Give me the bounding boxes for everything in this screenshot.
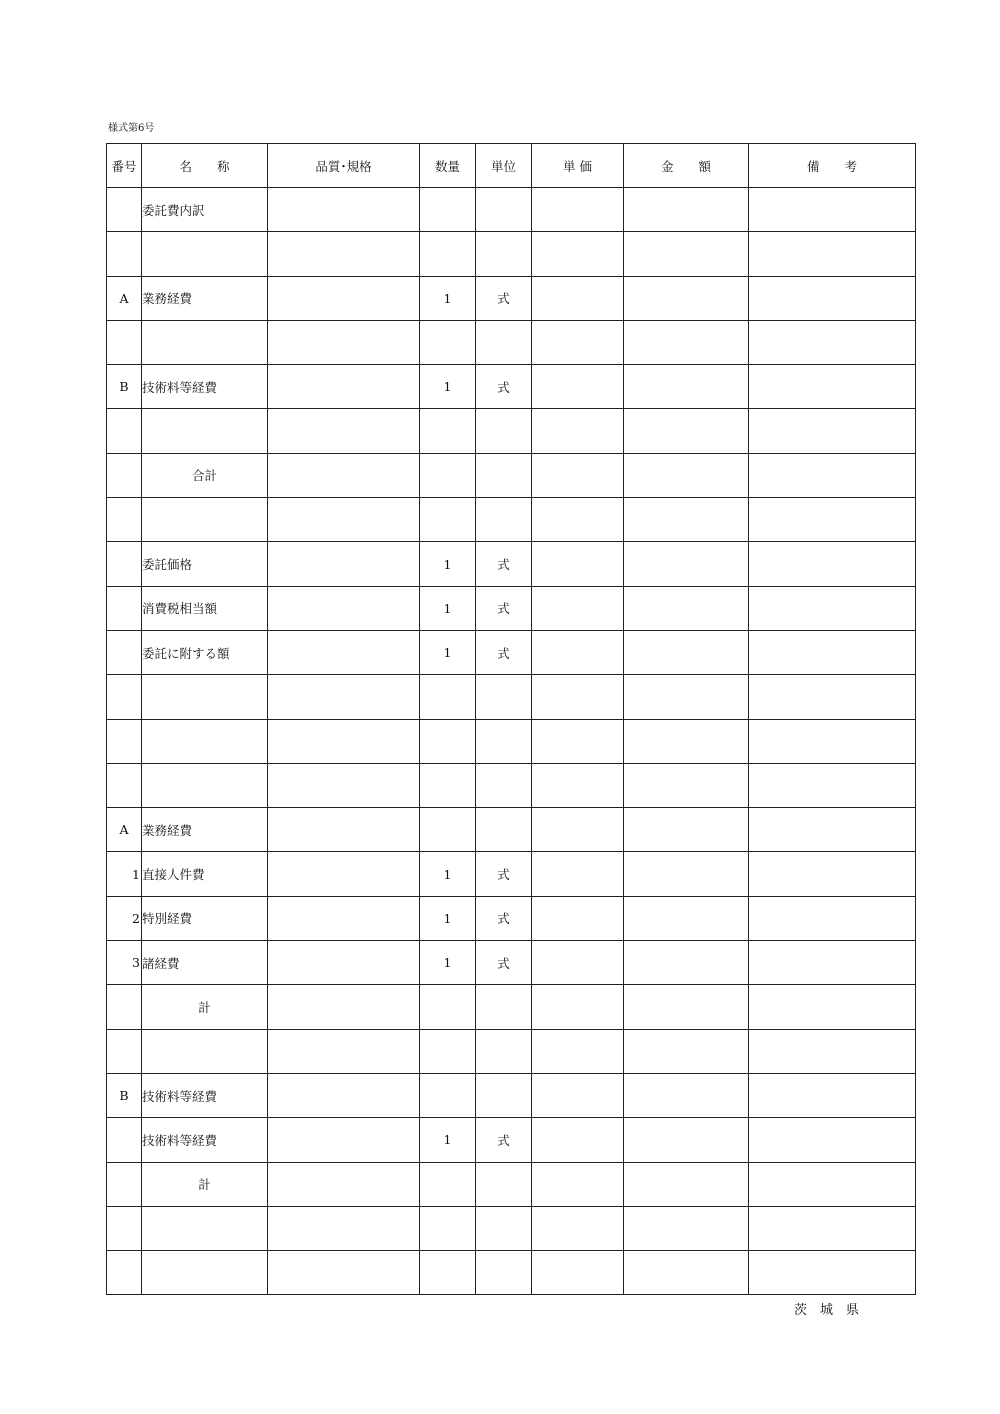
header-unit-price: 単 価 xyxy=(532,144,624,188)
cell-name: 合計 xyxy=(142,453,268,497)
cell-unit: 式 xyxy=(476,276,532,320)
cell-no xyxy=(107,498,142,542)
cell-name: 諸経費 xyxy=(142,941,268,985)
cell-name xyxy=(142,1206,268,1250)
cell-unit-price xyxy=(532,1073,624,1117)
cell-spec xyxy=(268,985,420,1029)
table-row xyxy=(107,232,916,276)
table-row xyxy=(107,675,916,719)
cell-name: 直接人件費 xyxy=(142,852,268,896)
cell-name: 技術料等経費 xyxy=(142,1118,268,1162)
cell-amount xyxy=(624,1118,749,1162)
cell-qty: 1 xyxy=(420,941,476,985)
cell-spec xyxy=(268,542,420,586)
cell-remarks xyxy=(749,453,916,497)
table-row xyxy=(107,276,916,320)
cell-remarks xyxy=(749,630,916,674)
cell-qty xyxy=(420,985,476,1029)
table-row xyxy=(107,542,916,586)
cell-unit-price xyxy=(532,188,624,232)
header-spec: 品質･規格 xyxy=(268,144,420,188)
cell-amount xyxy=(624,188,749,232)
cell-spec xyxy=(268,808,420,852)
cell-spec xyxy=(268,498,420,542)
cell-no xyxy=(107,630,142,674)
header-no: 番号 xyxy=(107,144,142,188)
cell-qty: 1 xyxy=(420,276,476,320)
cell-spec xyxy=(268,675,420,719)
cell-unit xyxy=(476,498,532,542)
cell-remarks xyxy=(749,763,916,807)
table-row xyxy=(107,630,916,674)
cell-name: 委託に附する額 xyxy=(142,630,268,674)
cell-amount xyxy=(624,365,749,409)
cell-qty: 1 xyxy=(420,365,476,409)
cell-unit xyxy=(476,232,532,276)
cell-qty: 1 xyxy=(420,896,476,940)
cell-name xyxy=(142,675,268,719)
cell-unit-price xyxy=(532,675,624,719)
cell-name: 業務経費 xyxy=(142,808,268,852)
cell-unit xyxy=(476,1162,532,1206)
cell-unit: 式 xyxy=(476,852,532,896)
cell-unit xyxy=(476,188,532,232)
cell-unit: 式 xyxy=(476,896,532,940)
cell-no: 1 xyxy=(107,852,142,896)
header-unit: 単位 xyxy=(476,144,532,188)
cell-remarks xyxy=(749,188,916,232)
cell-name: 技術料等経費 xyxy=(142,1073,268,1117)
cell-name xyxy=(142,409,268,453)
cell-spec xyxy=(268,365,420,409)
header-remarks: 備 考 xyxy=(749,144,916,188)
cell-amount xyxy=(624,409,749,453)
cell-amount xyxy=(624,675,749,719)
cell-spec xyxy=(268,320,420,364)
table-row xyxy=(107,498,916,542)
estimate-breakdown-table xyxy=(106,143,916,1295)
cell-remarks xyxy=(749,1251,916,1295)
cell-qty xyxy=(420,1162,476,1206)
cell-spec xyxy=(268,896,420,940)
cell-remarks xyxy=(749,1029,916,1073)
cell-qty xyxy=(420,675,476,719)
table-row xyxy=(107,1029,916,1073)
cell-qty: 1 xyxy=(420,852,476,896)
cell-spec xyxy=(268,409,420,453)
cell-spec xyxy=(268,941,420,985)
cell-remarks xyxy=(749,365,916,409)
table-row xyxy=(107,985,916,1029)
cell-no xyxy=(107,1251,142,1295)
table-row xyxy=(107,808,916,852)
cell-name: 委託費内訳 xyxy=(142,188,268,232)
cell-unit: 式 xyxy=(476,941,532,985)
cell-remarks xyxy=(749,542,916,586)
cell-spec xyxy=(268,1118,420,1162)
cell-no xyxy=(107,409,142,453)
cell-name: 消費税相当額 xyxy=(142,586,268,630)
cell-remarks xyxy=(749,675,916,719)
cell-remarks xyxy=(749,808,916,852)
cell-qty xyxy=(420,1251,476,1295)
cell-unit-price xyxy=(532,542,624,586)
cell-no xyxy=(107,320,142,364)
cell-name: 計 xyxy=(142,1162,268,1206)
cell-unit xyxy=(476,1206,532,1250)
header-amount: 金 額 xyxy=(624,144,749,188)
cell-no xyxy=(107,985,142,1029)
cell-amount xyxy=(624,896,749,940)
issuer-name: 茨 城 県 xyxy=(794,1303,860,1318)
cell-amount xyxy=(624,232,749,276)
table-header-row xyxy=(107,144,916,188)
cell-remarks xyxy=(749,896,916,940)
cell-unit-price xyxy=(532,985,624,1029)
cell-qty xyxy=(420,808,476,852)
cell-no xyxy=(107,675,142,719)
cell-no xyxy=(107,1206,142,1250)
cell-name xyxy=(142,232,268,276)
form-number: 様式第6号 xyxy=(108,123,155,134)
cell-amount xyxy=(624,763,749,807)
cell-unit xyxy=(476,409,532,453)
cell-remarks xyxy=(749,1206,916,1250)
cell-spec xyxy=(268,1206,420,1250)
table-row xyxy=(107,1251,916,1295)
cell-unit-price xyxy=(532,276,624,320)
cell-unit-price xyxy=(532,630,624,674)
cell-amount xyxy=(624,1029,749,1073)
cell-unit-price xyxy=(532,896,624,940)
cell-qty xyxy=(420,1029,476,1073)
cell-amount xyxy=(624,1162,749,1206)
cell-spec xyxy=(268,1251,420,1295)
cell-remarks xyxy=(749,232,916,276)
cell-name: 計 xyxy=(142,985,268,1029)
cell-unit: 式 xyxy=(476,542,532,586)
cell-no xyxy=(107,1029,142,1073)
cell-remarks xyxy=(749,941,916,985)
cell-name: 技術料等経費 xyxy=(142,365,268,409)
cell-remarks xyxy=(749,586,916,630)
cell-no xyxy=(107,586,142,630)
cell-qty: 1 xyxy=(420,630,476,674)
cell-amount xyxy=(624,630,749,674)
table-row xyxy=(107,1118,916,1162)
cell-qty xyxy=(420,498,476,542)
cell-no xyxy=(107,1118,142,1162)
cell-qty xyxy=(420,1206,476,1250)
cell-remarks xyxy=(749,276,916,320)
cell-unit-price xyxy=(532,808,624,852)
cell-qty: 1 xyxy=(420,542,476,586)
table-row xyxy=(107,719,916,763)
cell-qty xyxy=(420,763,476,807)
cell-spec xyxy=(268,453,420,497)
cell-amount xyxy=(624,1251,749,1295)
cell-name xyxy=(142,320,268,364)
table-row xyxy=(107,763,916,807)
cell-unit-price xyxy=(532,320,624,364)
table-row xyxy=(107,320,916,364)
cell-unit-price xyxy=(532,365,624,409)
header-qty: 数量 xyxy=(420,144,476,188)
cell-amount xyxy=(624,808,749,852)
cell-spec xyxy=(268,719,420,763)
cell-qty xyxy=(420,1073,476,1117)
cell-no: B xyxy=(107,365,142,409)
cell-unit xyxy=(476,808,532,852)
cell-unit xyxy=(476,320,532,364)
cell-unit xyxy=(476,1029,532,1073)
cell-unit: 式 xyxy=(476,1118,532,1162)
cell-no xyxy=(107,1162,142,1206)
cell-unit-price xyxy=(532,1029,624,1073)
cell-name xyxy=(142,498,268,542)
cell-spec xyxy=(268,763,420,807)
table-row xyxy=(107,896,916,940)
cell-no xyxy=(107,719,142,763)
cell-name: 特別経費 xyxy=(142,896,268,940)
cell-remarks xyxy=(749,719,916,763)
cell-unit-price xyxy=(532,941,624,985)
cell-unit xyxy=(476,1251,532,1295)
cell-spec xyxy=(268,276,420,320)
cell-spec xyxy=(268,188,420,232)
cell-remarks xyxy=(749,1118,916,1162)
cell-remarks xyxy=(749,320,916,364)
table-body xyxy=(107,188,916,1295)
cell-unit-price xyxy=(532,852,624,896)
cell-no: A xyxy=(107,808,142,852)
table-row xyxy=(107,586,916,630)
header-name: 名 称 xyxy=(142,144,268,188)
table-row xyxy=(107,1206,916,1250)
cell-qty xyxy=(420,232,476,276)
cell-name xyxy=(142,1251,268,1295)
cell-unit xyxy=(476,453,532,497)
cell-remarks xyxy=(749,498,916,542)
cell-amount xyxy=(624,542,749,586)
cell-qty: 1 xyxy=(420,1118,476,1162)
cell-amount xyxy=(624,1073,749,1117)
cell-unit: 式 xyxy=(476,630,532,674)
cell-unit: 式 xyxy=(476,365,532,409)
cell-spec xyxy=(268,630,420,674)
cell-name xyxy=(142,1029,268,1073)
cell-amount xyxy=(624,586,749,630)
cell-remarks xyxy=(749,1073,916,1117)
table-row xyxy=(107,852,916,896)
cell-unit-price xyxy=(532,453,624,497)
cell-unit-price xyxy=(532,409,624,453)
cell-spec xyxy=(268,1162,420,1206)
cell-name: 委託価格 xyxy=(142,542,268,586)
cell-unit-price xyxy=(532,719,624,763)
cell-amount xyxy=(624,320,749,364)
cell-name xyxy=(142,719,268,763)
cell-unit xyxy=(476,719,532,763)
table-row xyxy=(107,409,916,453)
cell-no: 2 xyxy=(107,896,142,940)
cell-qty xyxy=(420,188,476,232)
cell-unit-price xyxy=(532,586,624,630)
cell-no: B xyxy=(107,1073,142,1117)
cell-unit: 式 xyxy=(476,586,532,630)
cell-remarks xyxy=(749,985,916,1029)
cell-unit xyxy=(476,763,532,807)
cell-amount xyxy=(624,453,749,497)
cell-spec xyxy=(268,852,420,896)
cell-unit-price xyxy=(532,1118,624,1162)
cell-amount xyxy=(624,985,749,1029)
cell-unit-price xyxy=(532,1162,624,1206)
table-row xyxy=(107,941,916,985)
cell-qty xyxy=(420,320,476,364)
table-row xyxy=(107,1162,916,1206)
cell-no xyxy=(107,763,142,807)
cell-qty xyxy=(420,409,476,453)
cell-remarks xyxy=(749,409,916,453)
cell-spec xyxy=(268,586,420,630)
cell-amount xyxy=(624,276,749,320)
cell-unit xyxy=(476,675,532,719)
cell-no xyxy=(107,542,142,586)
cell-amount xyxy=(624,1206,749,1250)
table-row xyxy=(107,453,916,497)
cell-no xyxy=(107,232,142,276)
cell-unit xyxy=(476,1073,532,1117)
table-row xyxy=(107,188,916,232)
cell-spec xyxy=(268,1029,420,1073)
cell-no xyxy=(107,188,142,232)
cell-amount xyxy=(624,719,749,763)
cell-unit xyxy=(476,985,532,1029)
cell-no: A xyxy=(107,276,142,320)
cell-remarks xyxy=(749,852,916,896)
cell-spec xyxy=(268,232,420,276)
table-row xyxy=(107,365,916,409)
cell-unit-price xyxy=(532,763,624,807)
cell-no xyxy=(107,453,142,497)
cell-unit-price xyxy=(532,1206,624,1250)
cell-name xyxy=(142,763,268,807)
cell-name: 業務経費 xyxy=(142,276,268,320)
cell-amount xyxy=(624,498,749,542)
cell-qty xyxy=(420,453,476,497)
table-row xyxy=(107,1073,916,1117)
cell-unit-price xyxy=(532,232,624,276)
cell-unit-price xyxy=(532,498,624,542)
cell-spec xyxy=(268,1073,420,1117)
cell-qty: 1 xyxy=(420,586,476,630)
cell-unit-price xyxy=(532,1251,624,1295)
cell-amount xyxy=(624,852,749,896)
cell-remarks xyxy=(749,1162,916,1206)
cell-qty xyxy=(420,719,476,763)
cell-amount xyxy=(624,941,749,985)
cell-no: 3 xyxy=(107,941,142,985)
